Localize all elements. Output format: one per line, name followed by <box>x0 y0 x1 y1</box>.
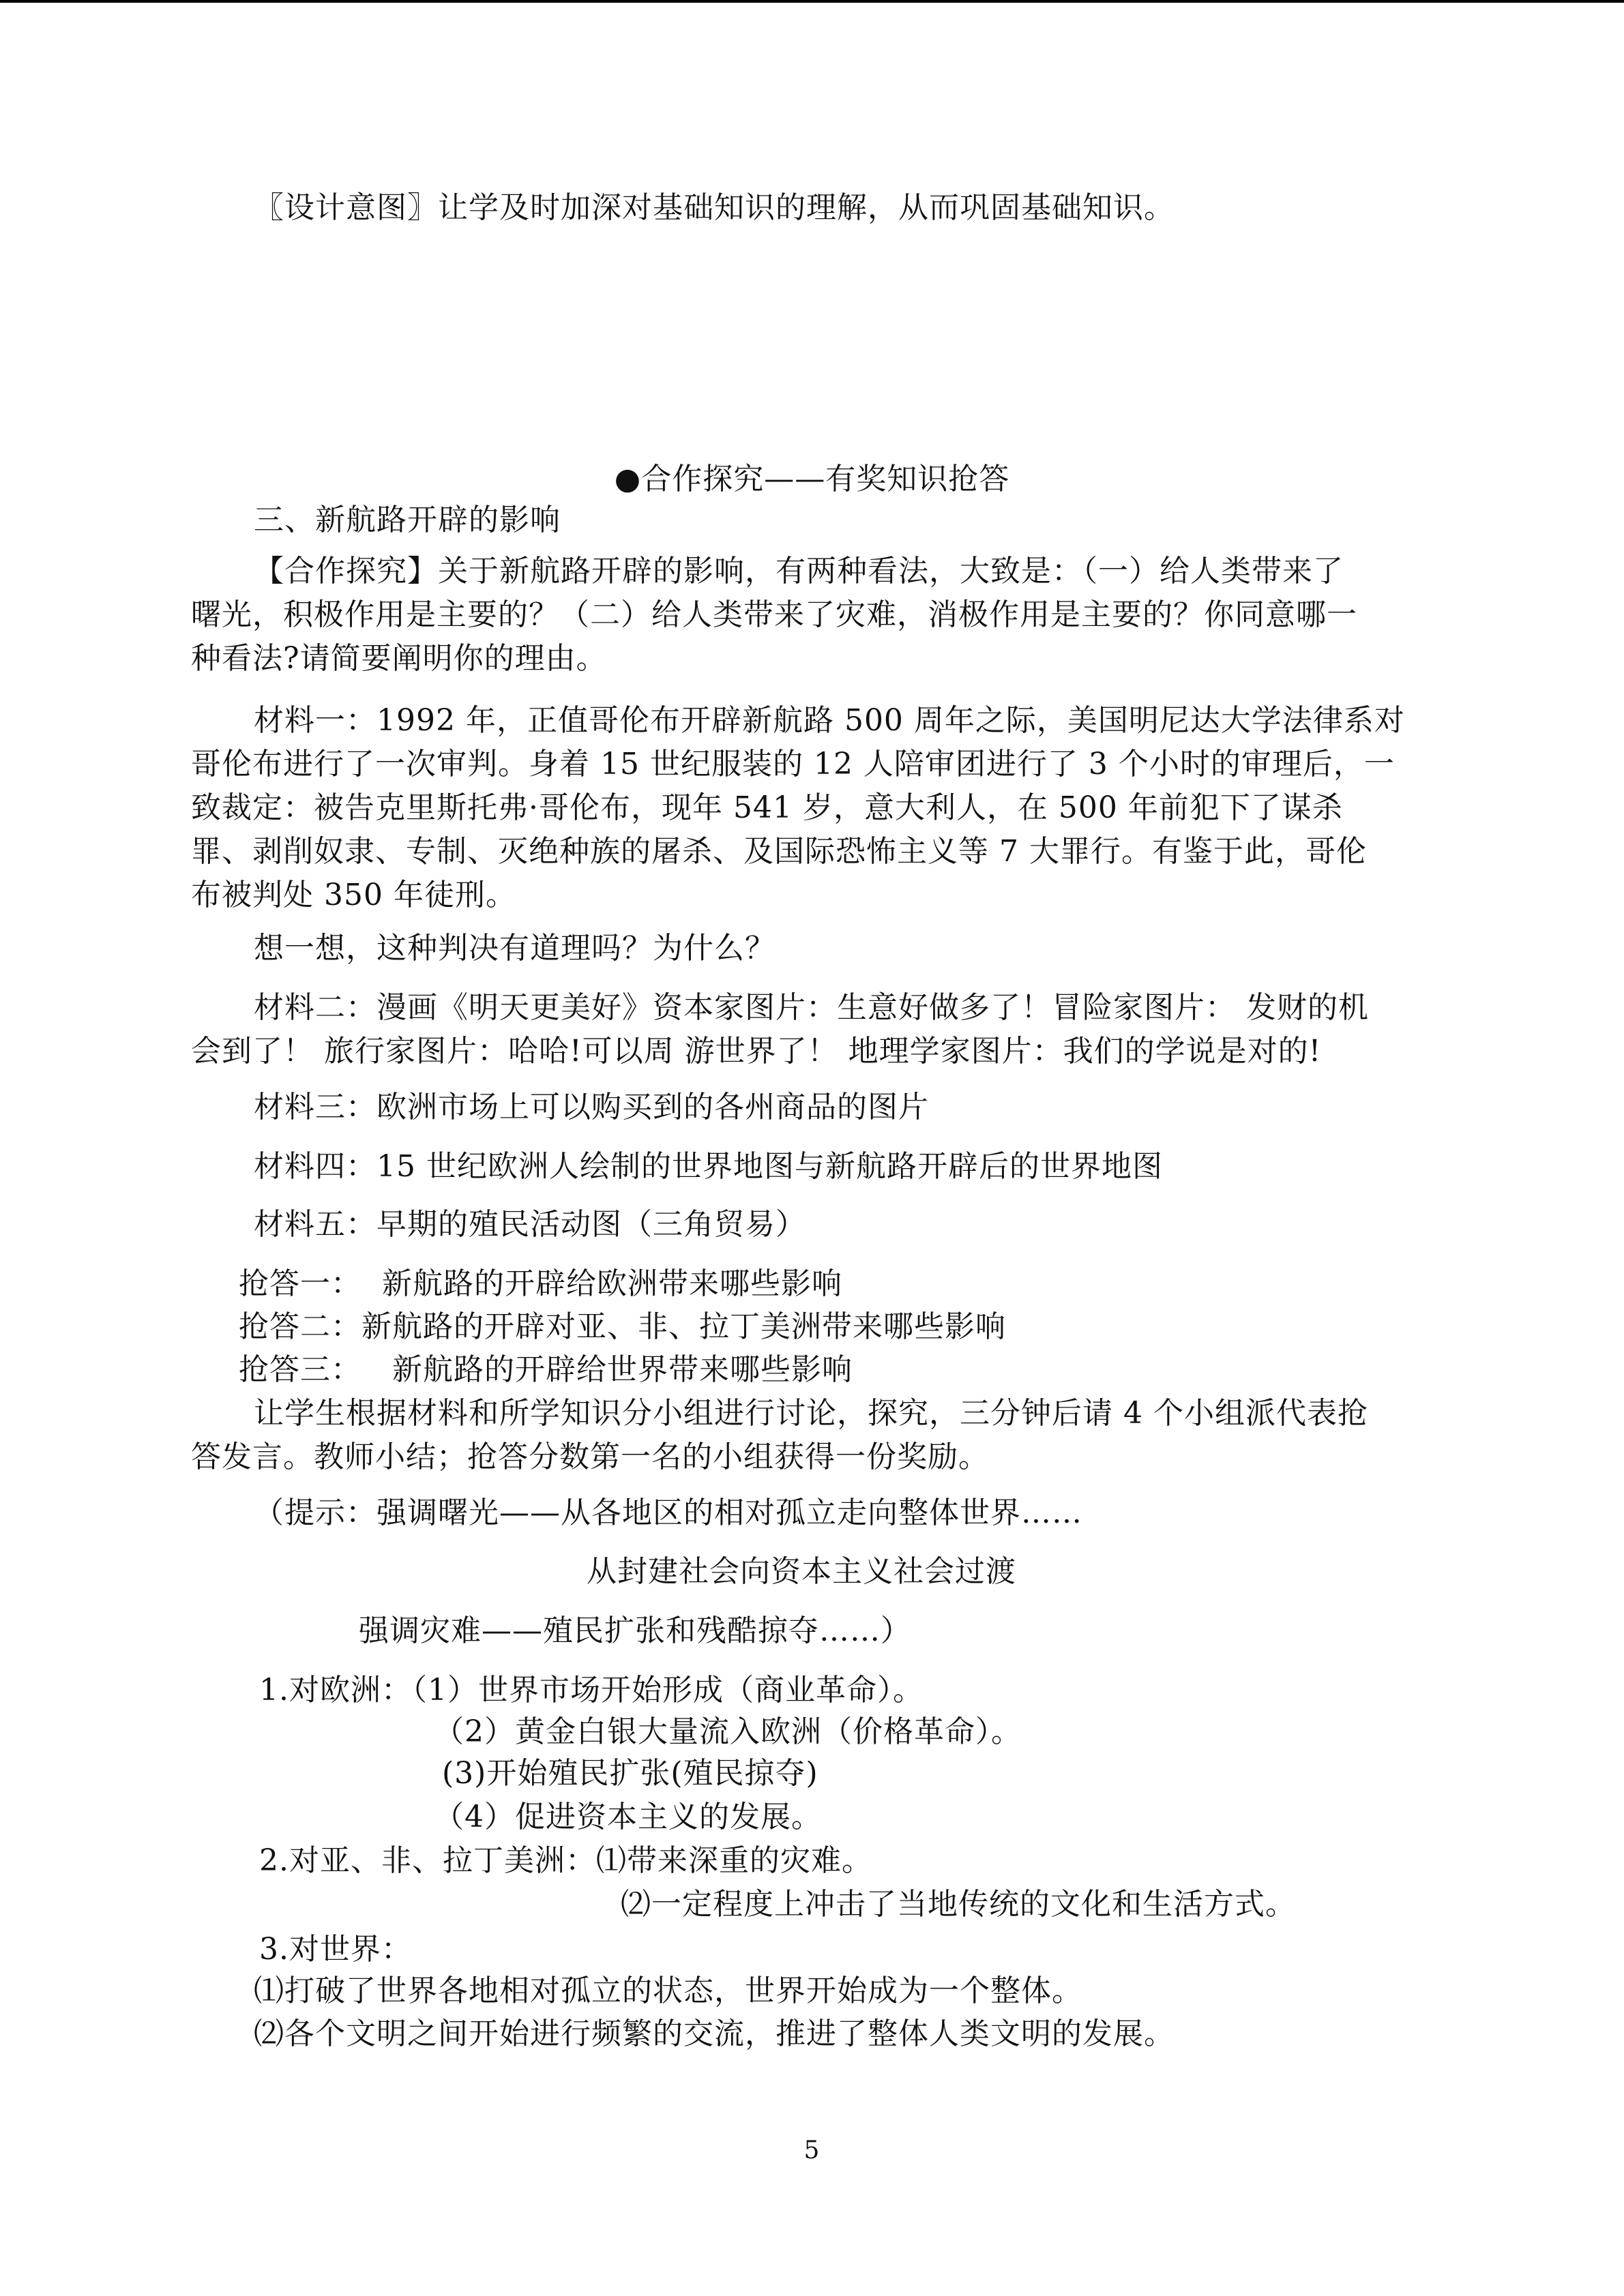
page-top-border <box>0 0 1624 3</box>
hint-line-2: 从封建社会向资本主义社会过渡 <box>587 1554 1016 1589</box>
material4: 材料四：15 世纪欧洲人绘制的世界地图与新航路开辟后的世界地图 <box>254 1149 1163 1184</box>
section-heading: ●合作探究——有奖知识抢答 <box>614 462 1010 496</box>
material5: 材料五：早期的殖民活动图（三角贸易） <box>254 1207 806 1242</box>
question-3: 抢答三： 新航路的开辟给世界带来哪些影响 <box>239 1352 853 1387</box>
world-item-2: ⑵各个文明之间开始进行频繁的交流，推进了整体人类文明的发展。 <box>254 2016 1175 2051</box>
material1-line-2: 哥伦布进行了一次审判。身着 15 世纪服装的 12 人陪审团进行了 3 个小时的审理后，一 <box>191 747 1395 781</box>
page-number: 5 <box>803 2136 821 2164</box>
subheading: 三、新航路开辟的影响 <box>254 503 561 537</box>
inquiry-line-1: 【合作探究】关于新航路开辟的影响，有两种看法，大致是：（一）给人类带来了 <box>254 554 1344 588</box>
europe-item-1: 1.对欧洲：（1）世界市场开始形成（商业革命）。 <box>259 1673 924 1708</box>
question-1: 抢答一： 新航路的开辟给欧洲带来哪些影响 <box>239 1266 842 1301</box>
asia-item-1: 2.对亚、非、拉丁美洲：⑴带来深重的灾难。 <box>259 1843 872 1878</box>
discussion-line-1: 让学生根据材料和所学知识分小组进行讨论，探究，三分钟后请 4 个小组派代表抢 <box>254 1396 1368 1431</box>
think-question: 想一想，这种判决有道理吗？为什么？ <box>254 931 776 966</box>
hint-line-3: 强调灾难——殖民扩张和残酷掠夺……） <box>359 1613 911 1648</box>
material2-line-2: 会到了！ 旅行家图片：哈哈!可以周 游世界了！ 地理学家图片：我们的学说是对的! <box>191 1034 1322 1069</box>
material1-line-3: 致裁定：被告克里斯托弗·哥伦布，现年 541 岁，意大利人，在 500 年前犯下了谋杀 <box>191 790 1343 825</box>
world-title: 3.对世界： <box>259 1932 412 1967</box>
europe-item-2: （2）黄金白银大量流入欧洲（价格革命）。 <box>434 1714 1022 1749</box>
hint-line-1: （提示：强调曙光——从各地区的相对孤立走向整体世界…… <box>254 1495 1082 1530</box>
design-intent: 〖设计意图〗让学及时加深对基础知识的理解，从而巩固基础知识。 <box>254 190 1175 225</box>
question-2: 抢答二：新航路的开辟对亚、非、拉丁美洲带来哪些影响 <box>239 1309 1006 1344</box>
world-item-1: ⑴打破了世界各地相对孤立的状态，世界开始成为一个整体。 <box>254 1973 1082 2008</box>
asia-item-2: ⑵一定程度上冲击了当地传统的文化和生活方式。 <box>621 1887 1296 1922</box>
material2-line-1: 材料二：漫画《明天更美好》资本家图片：生意好做多了！冒险家图片： 发财的机 <box>254 990 1369 1025</box>
discussion-line-2: 答发言。教师小结；抢答分数第一名的小组获得一份奖励。 <box>191 1440 989 1474</box>
europe-item-3: (3)开始殖民扩张(殖民掠夺) <box>442 1756 818 1791</box>
material1-line-5: 布被判处 350 年徒刑。 <box>191 878 516 912</box>
europe-item-4: （4）促进资本主义的发展。 <box>434 1800 822 1834</box>
material1-line-1: 材料一：1992 年，正值哥伦布开辟新航路 500 周年之际，美国明尼达大学法律系对 <box>254 703 1405 738</box>
material3: 材料三：欧洲市场上可以购买到的各州商品的图片 <box>254 1090 929 1124</box>
material1-line-4: 罪、剥削奴隶、专制、灭绝种族的屠杀、及国际恐怖主义等 7 大罪行。有鉴于此，哥伦 <box>191 834 1367 869</box>
inquiry-line-3: 种看法?请简要阐明你的理由。 <box>191 641 607 676</box>
inquiry-line-2: 曙光，积极作用是主要的？（二）给人类带来了灾难，消极作用是主要的？你同意哪一 <box>191 597 1357 632</box>
